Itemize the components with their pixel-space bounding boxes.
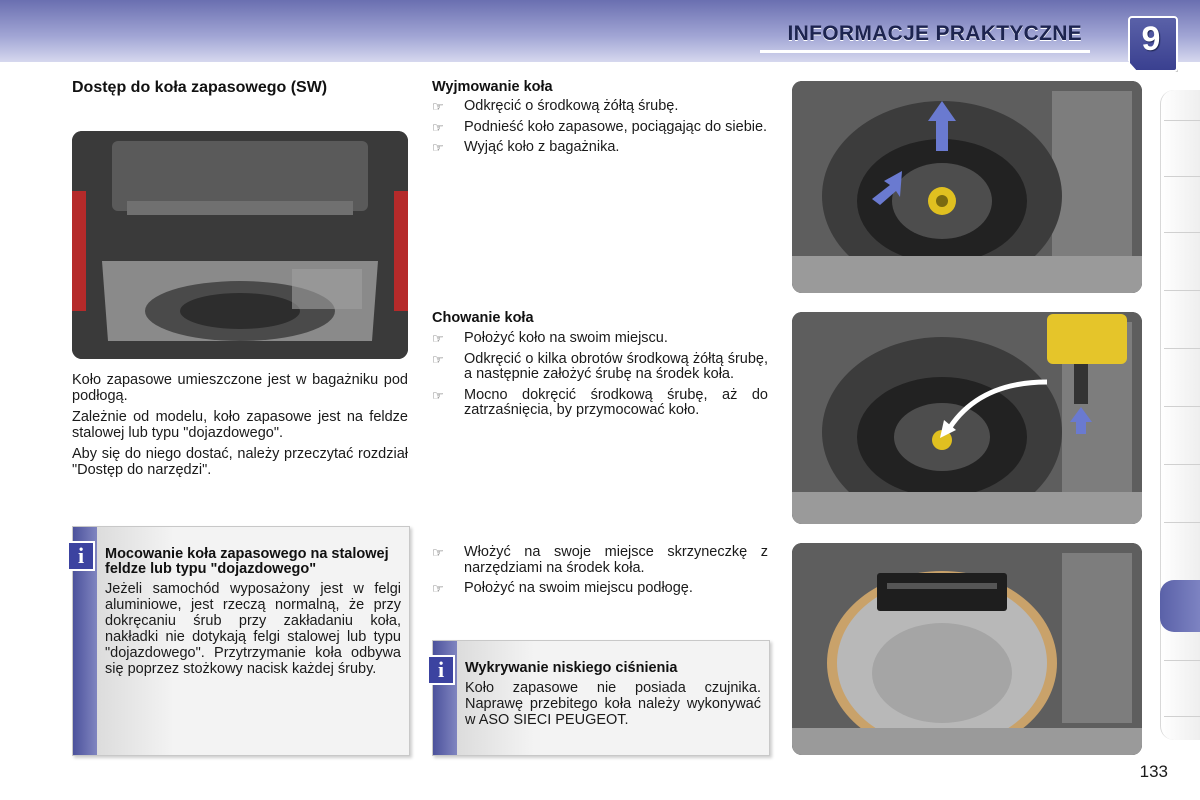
intro-paragraph: Aby się do niego dostać, należy przeczytać rozdział "Dostęp do narzędzi".	[72, 446, 408, 478]
remove-wheel-illustration	[792, 81, 1142, 293]
trunk-photo	[72, 131, 408, 359]
side-tab-divider	[1164, 406, 1200, 407]
photo-remove-wheel	[792, 81, 1142, 293]
intro-paragraph: Zależnie od modelu, koło zapasowe jest na feldze stalowej lub typu "dojazdowego".	[72, 409, 408, 441]
info-title: Mocowanie koła zapasowego na stalowej feldze lub typu "dojazdowego"	[105, 546, 389, 577]
list-item: ☞ Wyjąć koło z bagażnika.	[432, 139, 620, 155]
info-body: Jeżeli samochód wyposażony jest w felgi aluminiowe, jest rzeczą normalną, że przy dokręcaniu śrub przy zakładaniu koła, nakładki nie dotykają felgi stalowej lub typu "dojazdowego". Przytrzymanie koła odbywa się poprzez stożkowy nacisk każdej śruby.	[105, 581, 401, 677]
info-body: Koło zapasowe nie posiada czujnika. Naprawę przebitego koła należy wykonywać w ASO SIECI PEUGEOT.	[465, 680, 761, 728]
chapter-number: 9	[1141, 20, 1161, 58]
list-item: ☞ Włożyć na swoje miejsce skrzyneczkę z narzędziami na środek koła.	[432, 544, 768, 576]
removal-steps	[432, 99, 768, 161]
pointing-hand-icon: ☞	[432, 351, 444, 367]
side-tab-divider	[1164, 290, 1200, 291]
info-title: Wykrywanie niskiego ciśnienia	[465, 660, 678, 676]
storing-steps	[432, 331, 768, 424]
side-tab-divider	[1164, 716, 1200, 717]
section-title: Dostęp do koła zapasowego (SW)	[72, 79, 328, 96]
pointing-hand-icon: ☞	[432, 581, 444, 596]
pointing-hand-icon: ☞	[432, 545, 444, 560]
side-tab-divider	[1164, 348, 1200, 349]
header-rule	[760, 50, 1090, 53]
info-icon: i	[67, 541, 95, 571]
chapter-title: INFORMACJE PRAKTYCZNE	[787, 22, 1082, 45]
pointing-hand-icon: ☞	[432, 331, 444, 346]
final-steps	[432, 545, 768, 602]
side-tab-divider	[1164, 660, 1200, 661]
pointing-hand-icon: ☞	[432, 119, 444, 135]
trunk-illustration	[72, 131, 408, 359]
photo-tool-box	[792, 543, 1142, 755]
store-wheel-illustration	[792, 312, 1142, 524]
side-tab-divider	[1164, 232, 1200, 233]
list-item: ☞ Odkręcić o kilka obrotów środkową żółtą śrubę, a następnie założyć śrubę na środek koła.	[432, 350, 768, 382]
side-tab-strip	[1160, 90, 1200, 740]
info-box-wheel-mount	[72, 526, 410, 756]
side-tab-divider	[1164, 120, 1200, 121]
list-item: ☞ Podnieść koło zapasowe, pociągając do siebie.	[432, 118, 768, 135]
pointing-hand-icon: ☞	[432, 140, 444, 155]
removal-title: Wyjmowanie koła	[432, 79, 553, 95]
storing-title: Chowanie koła	[432, 310, 534, 326]
pointing-hand-icon: ☞	[432, 99, 444, 114]
tool-box-illustration	[792, 543, 1142, 755]
side-tab-active[interactable]	[1160, 580, 1200, 632]
info-box-low-pressure	[432, 640, 770, 756]
photo-store-wheel	[792, 312, 1142, 524]
side-tab-divider	[1164, 522, 1200, 523]
side-tab-divider	[1164, 176, 1200, 177]
intro-paragraph: Koło zapasowe umieszczone jest w bagażniku pod podłogą.	[72, 372, 408, 404]
side-tab-divider	[1164, 464, 1200, 465]
list-item: ☞ Położyć na swoim miejscu podłogę.	[432, 580, 693, 596]
page-number: 133	[1139, 762, 1168, 781]
list-item: ☞ Odkręcić o środkową żółtą śrubę.	[432, 98, 679, 114]
info-icon: i	[427, 655, 455, 685]
list-item: ☞ Mocno dokręcić środkową śrubę, aż do zatrzaśnięcia, by przymocować koło.	[432, 386, 768, 418]
pointing-hand-icon: ☞	[432, 387, 444, 403]
list-item: ☞ Położyć koło na swoim miejscu.	[432, 330, 668, 346]
intro-text	[72, 372, 408, 483]
